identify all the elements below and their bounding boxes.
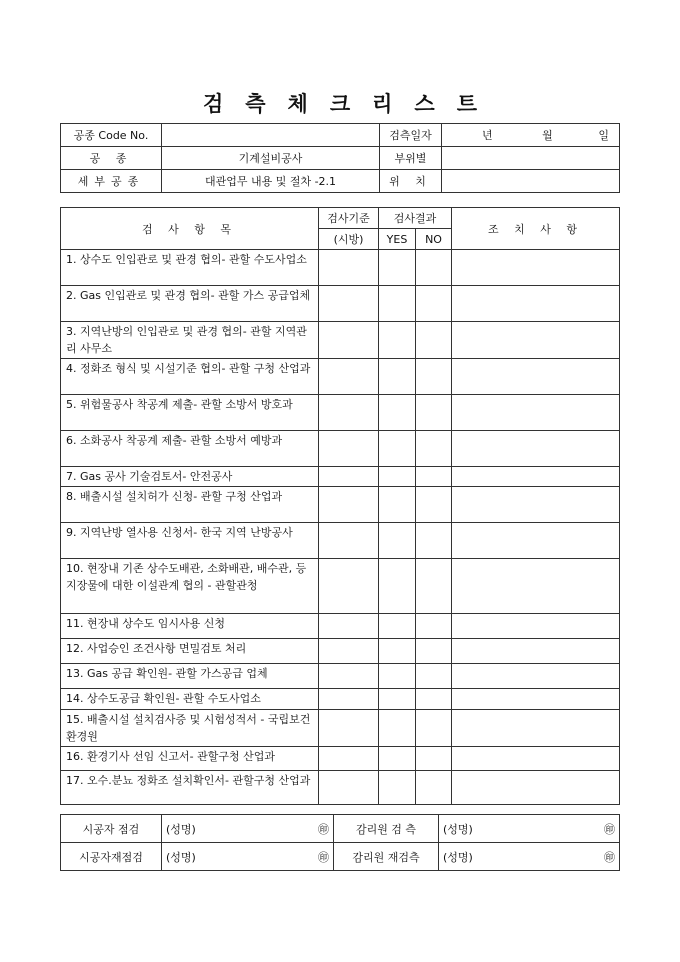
contractor-recheck-name[interactable] (162, 843, 334, 871)
seal-icon: ㊞ (318, 850, 329, 864)
no-cell[interactable] (416, 771, 452, 805)
std-cell[interactable] (319, 639, 379, 664)
col-yes-header: YES (379, 229, 416, 250)
name-placeholder: (성명) (443, 822, 473, 836)
no-cell[interactable] (416, 614, 452, 639)
action-cell[interactable] (452, 771, 620, 805)
std-cell[interactable] (319, 710, 379, 747)
action-cell[interactable] (452, 614, 620, 639)
std-cell[interactable] (319, 664, 379, 689)
signature-table (60, 814, 620, 871)
col-no-header: NO (416, 229, 452, 250)
std-cell[interactable] (319, 286, 379, 322)
action-cell[interactable] (452, 487, 620, 523)
yes-cell[interactable] (379, 322, 416, 359)
yes-cell[interactable] (379, 614, 416, 639)
code-label: 공종 Code No. (61, 124, 162, 147)
check-item: 7. Gas 공사 기술검토서- 안전공사 (61, 467, 319, 487)
table-row (61, 689, 620, 710)
no-cell[interactable] (416, 395, 452, 431)
table-row (61, 487, 620, 523)
name-placeholder: (성명) (166, 822, 196, 836)
table-row (61, 359, 620, 395)
no-cell[interactable] (416, 250, 452, 286)
work-type-label: 공 종 (61, 147, 162, 170)
inspection-date-label: 검측일자 (380, 124, 442, 147)
std-cell[interactable] (319, 431, 379, 467)
inspection-date-value[interactable] (442, 124, 620, 147)
location-label: 위 치 (380, 170, 442, 193)
check-item: 13. Gas 공급 확인원- 관할 가스공급 업체 (61, 664, 319, 689)
work-type-value[interactable]: 기계설비공사 (162, 147, 380, 170)
col-result-header: 검사결과 (379, 208, 452, 229)
no-cell[interactable] (416, 359, 452, 395)
check-item: 1. 상수도 인입관로 및 관경 협의- 관할 수도사업소 (61, 250, 319, 286)
check-item: 3. 지역난방의 인입관로 및 관경 협의- 관할 지역관리 사무소 (61, 322, 319, 359)
supervisor-recheck-label: 감리원 재검측 (334, 843, 439, 871)
check-item: 6. 소화공사 착공계 제출- 관할 소방서 예방과 (61, 431, 319, 467)
table-row (61, 431, 620, 467)
yes-cell[interactable] (379, 431, 416, 467)
no-cell[interactable] (416, 689, 452, 710)
yes-cell[interactable] (379, 747, 416, 771)
table-row (61, 639, 620, 664)
yes-cell[interactable] (379, 250, 416, 286)
name-placeholder: (성명) (166, 850, 196, 864)
table-row (61, 710, 620, 747)
action-cell[interactable] (452, 710, 620, 747)
std-cell[interactable] (319, 771, 379, 805)
table-row (61, 771, 620, 805)
contractor-check-label: 시공자 점검 (61, 815, 162, 843)
no-cell[interactable] (416, 747, 452, 771)
day-label: 일 (598, 129, 609, 142)
col-std-sub-header: (시방) (319, 229, 379, 250)
check-item: 15. 배출시설 설치검사증 및 시험성적서 - 국립보건 환경원 (61, 710, 319, 747)
no-cell[interactable] (416, 487, 452, 523)
no-cell[interactable] (416, 664, 452, 689)
action-cell[interactable] (452, 689, 620, 710)
action-cell[interactable] (452, 639, 620, 664)
no-cell[interactable] (416, 710, 452, 747)
action-cell[interactable] (452, 395, 620, 431)
std-cell[interactable] (319, 559, 379, 614)
std-cell[interactable] (319, 467, 379, 487)
no-cell[interactable] (416, 322, 452, 359)
yes-cell[interactable] (379, 395, 416, 431)
table-row (61, 664, 620, 689)
contractor-check-name[interactable] (162, 815, 334, 843)
seal-icon: ㊞ (604, 822, 615, 836)
std-cell[interactable] (319, 747, 379, 771)
yes-cell[interactable] (379, 523, 416, 559)
table-row (61, 395, 620, 431)
yes-cell[interactable] (379, 689, 416, 710)
action-cell[interactable] (452, 431, 620, 467)
name-placeholder: (성명) (443, 850, 473, 864)
action-cell[interactable] (452, 322, 620, 359)
check-item: 11. 현장내 상수도 임시사용 신청 (61, 614, 319, 639)
std-cell[interactable] (319, 487, 379, 523)
action-cell[interactable] (452, 467, 620, 487)
checklist-table (60, 207, 620, 805)
no-cell[interactable] (416, 639, 452, 664)
check-item: 10. 현장내 기존 상수도배관, 소화배관, 배수관, 등 지장물에 대한 이설관계 협의 - 관할관청 (61, 559, 319, 614)
action-cell[interactable] (452, 286, 620, 322)
std-cell[interactable] (319, 359, 379, 395)
std-cell[interactable] (319, 322, 379, 359)
action-cell[interactable] (452, 359, 620, 395)
table-row (61, 747, 620, 771)
check-item: 4. 정화조 형식 및 시설기준 협의- 관할 구청 산업과 (61, 359, 319, 395)
yes-cell[interactable] (379, 710, 416, 747)
table-row (61, 250, 620, 286)
location-value[interactable] (442, 170, 620, 193)
yes-cell[interactable] (379, 467, 416, 487)
seal-icon: ㊞ (604, 850, 615, 864)
contractor-recheck-label: 시공자재점검 (61, 843, 162, 871)
month-label: 월 (542, 129, 553, 142)
no-cell[interactable] (416, 523, 452, 559)
sub-work-type-value[interactable]: 대관업무 내용 및 절차 -2.1 (162, 170, 380, 193)
code-value[interactable] (162, 124, 380, 147)
action-cell[interactable] (452, 664, 620, 689)
action-cell[interactable] (452, 523, 620, 559)
part-value[interactable] (442, 147, 620, 170)
std-cell[interactable] (319, 395, 379, 431)
supervisor-check-label: 감리원 검 측 (334, 815, 439, 843)
header-table (60, 123, 620, 193)
yes-cell[interactable] (379, 286, 416, 322)
col-action-header: 조 치 사 항 (452, 208, 620, 250)
no-cell[interactable] (416, 559, 452, 614)
no-cell[interactable] (416, 286, 452, 322)
yes-cell[interactable] (379, 664, 416, 689)
action-cell[interactable] (452, 559, 620, 614)
supervisor-recheck-name[interactable] (439, 843, 620, 871)
action-cell[interactable] (452, 747, 620, 771)
yes-cell[interactable] (379, 559, 416, 614)
no-cell[interactable] (416, 467, 452, 487)
check-item: 5. 위험물공사 착공계 제출- 관할 소방서 방호과 (61, 395, 319, 431)
page-title: 검측체크리스트 (202, 91, 499, 116)
std-cell[interactable] (319, 614, 379, 639)
action-cell[interactable] (452, 250, 620, 286)
std-cell[interactable] (319, 523, 379, 559)
table-row (61, 559, 620, 614)
no-cell[interactable] (416, 431, 452, 467)
check-item: 12. 사업승인 조건사항 면밀검토 처리 (61, 639, 319, 664)
yes-cell[interactable] (379, 771, 416, 805)
check-item: 14. 상수도공급 확인원- 관할 수도사업소 (61, 689, 319, 710)
std-cell[interactable] (319, 250, 379, 286)
col-std-header: 검사기준 (319, 208, 379, 229)
seal-icon: ㊞ (318, 822, 329, 836)
table-row (61, 286, 620, 322)
check-item: 17. 오수.분뇨 정화조 설치확인서- 관할구청 산업과 (61, 771, 319, 805)
table-row (61, 523, 620, 559)
check-item: 2. Gas 인입관로 및 관경 협의- 관할 가스 공급업체 (61, 286, 319, 322)
check-item: 16. 환경기사 선임 신고서- 관할구청 산업과 (61, 747, 319, 771)
col-item-header: 검 사 항 목 (61, 208, 319, 250)
check-item: 8. 배출시설 설치허가 신청- 관할 구청 산업과 (61, 487, 319, 523)
yes-cell[interactable] (379, 359, 416, 395)
supervisor-check-name[interactable] (439, 815, 620, 843)
part-label: 부위별 (380, 147, 442, 170)
year-label: 년 (482, 129, 493, 142)
yes-cell[interactable] (379, 639, 416, 664)
table-row (61, 467, 620, 487)
sub-work-type-label: 세부공종 (61, 170, 162, 193)
check-item: 9. 지역난방 열사용 신청서- 한국 지역 난방공사 (61, 523, 319, 559)
table-row (61, 322, 620, 359)
table-row (61, 614, 620, 639)
std-cell[interactable] (319, 689, 379, 710)
yes-cell[interactable] (379, 487, 416, 523)
